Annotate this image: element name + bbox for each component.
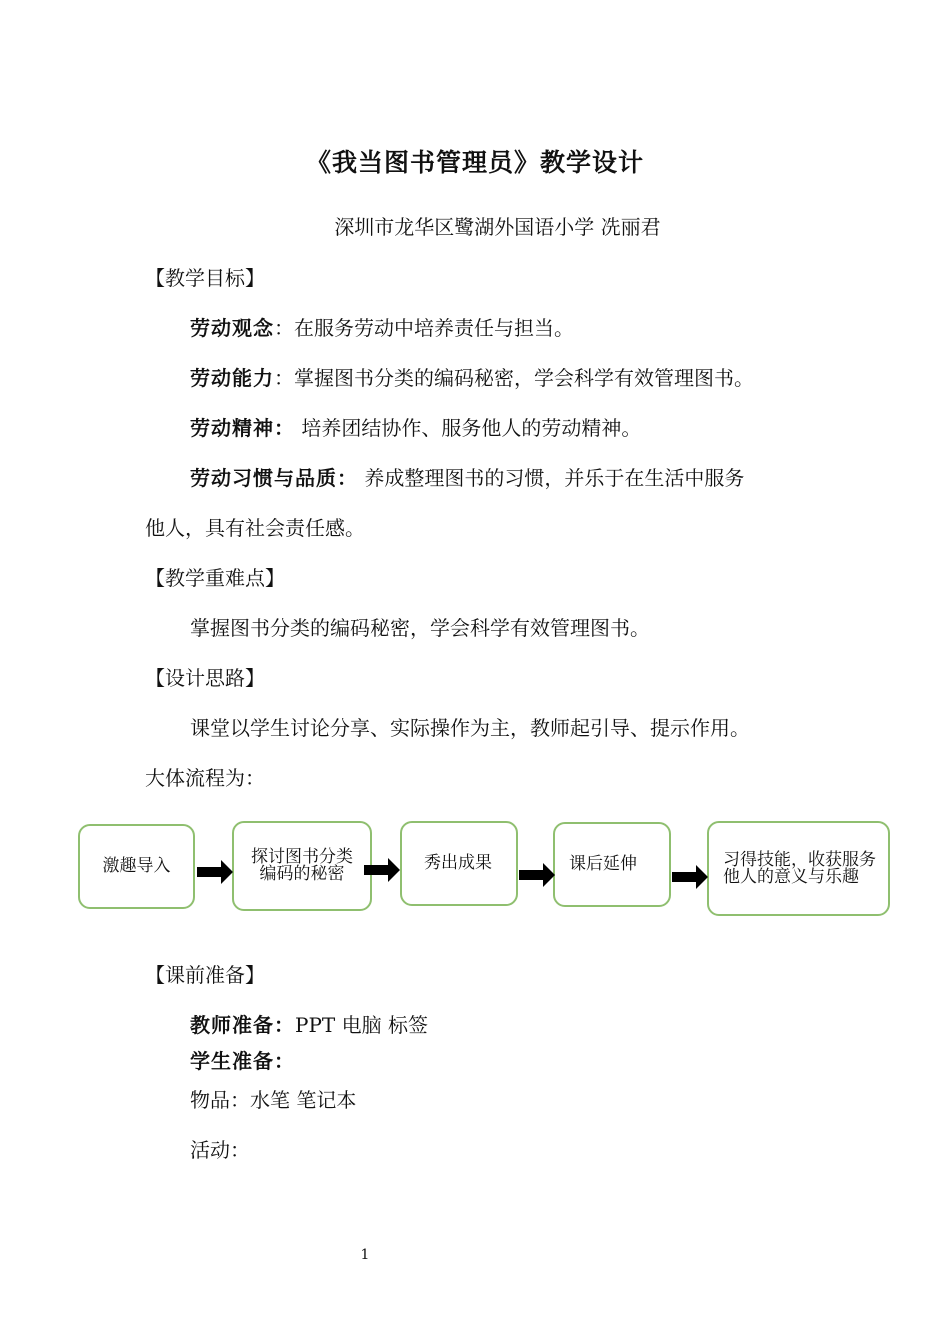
author-line: 深圳市龙华区鹭湖外国语小学 冼丽君 <box>334 215 661 239</box>
teacher-prep-separator: ： <box>274 1013 295 1037</box>
student-prep-separator: ： <box>274 1049 295 1073</box>
flow-step-extension <box>553 822 671 907</box>
objective-label: 劳动观念 <box>190 316 274 340</box>
arrow-right-icon <box>364 858 400 882</box>
objective-label: 劳动习惯与品质 <box>190 466 337 490</box>
design-heading: 【设计思路】 <box>145 666 265 690</box>
flow-step-label: 课后延伸 <box>569 854 637 874</box>
arrow-right-icon <box>672 865 708 889</box>
student-prep-label: 学生准备 <box>190 1049 274 1073</box>
document-title: 《我当图书管理员》教学设计 <box>305 148 644 177</box>
objective-separator: ： <box>337 466 358 490</box>
flow-step-intro <box>78 824 195 909</box>
objective-separator: ： <box>274 316 294 340</box>
keypoints-text: 掌握图书分类的编码秘密，学会科学有效管理图书。 <box>190 616 650 640</box>
objective-separator: ： <box>274 416 295 440</box>
flow-step-label: 激趣导入 <box>102 856 171 876</box>
prep-heading: 【课前准备】 <box>145 963 265 987</box>
teacher-prep-label: 教师准备 <box>190 1013 274 1037</box>
objective-habit-continuation: 他人，具有社会责任感。 <box>145 516 365 540</box>
flow-step-label: 习得技能，收获服务他人的意义与乐趣 <box>723 849 876 887</box>
design-text-line2: 大体流程为： <box>145 766 265 790</box>
flow-step-outcome <box>707 821 890 916</box>
flow-step-explore <box>232 821 372 911</box>
objective-concept <box>190 312 574 341</box>
arrow-right-icon <box>197 860 233 884</box>
objective-label: 劳动精神 <box>190 416 274 440</box>
objective-habit <box>190 462 744 491</box>
flow-step-showcase <box>400 821 518 906</box>
objective-separator: ： <box>274 366 294 390</box>
objectives-heading: 【教学目标】 <box>145 266 265 290</box>
objective-label: 劳动能力 <box>190 366 274 390</box>
flow-step-label: 探讨图书分类编码的秘密 <box>251 847 353 884</box>
teacher-prep <box>190 1009 428 1038</box>
flow-step-label: 秀出成果 <box>424 853 492 873</box>
objective-text: 培养团结协作、服务他人的劳动精神。 <box>295 416 642 440</box>
objective-spirit <box>190 412 641 441</box>
objective-ability <box>190 362 754 391</box>
page-number: 1 <box>360 1247 370 1263</box>
arrow-right-icon <box>519 863 555 887</box>
keypoints-heading: 【教学重难点】 <box>145 566 285 590</box>
objective-text: 掌握图书分类的编码秘密，学会科学有效管理图书。 <box>294 366 754 390</box>
design-text-line1: 课堂以学生讨论分享、实际操作为主，教师起引导、提示作用。 <box>190 716 750 740</box>
objective-text: 在服务劳动中培养责任与担当。 <box>294 316 574 340</box>
student-prep <box>190 1045 295 1074</box>
student-prep-activity: 活动： <box>190 1138 250 1162</box>
objective-text: 养成整理图书的习惯，并乐于在生活中服务 <box>358 466 745 490</box>
student-prep-items: 物品：水笔 笔记本 <box>190 1088 357 1112</box>
teacher-prep-text: PPT 电脑 标签 <box>295 1013 428 1037</box>
